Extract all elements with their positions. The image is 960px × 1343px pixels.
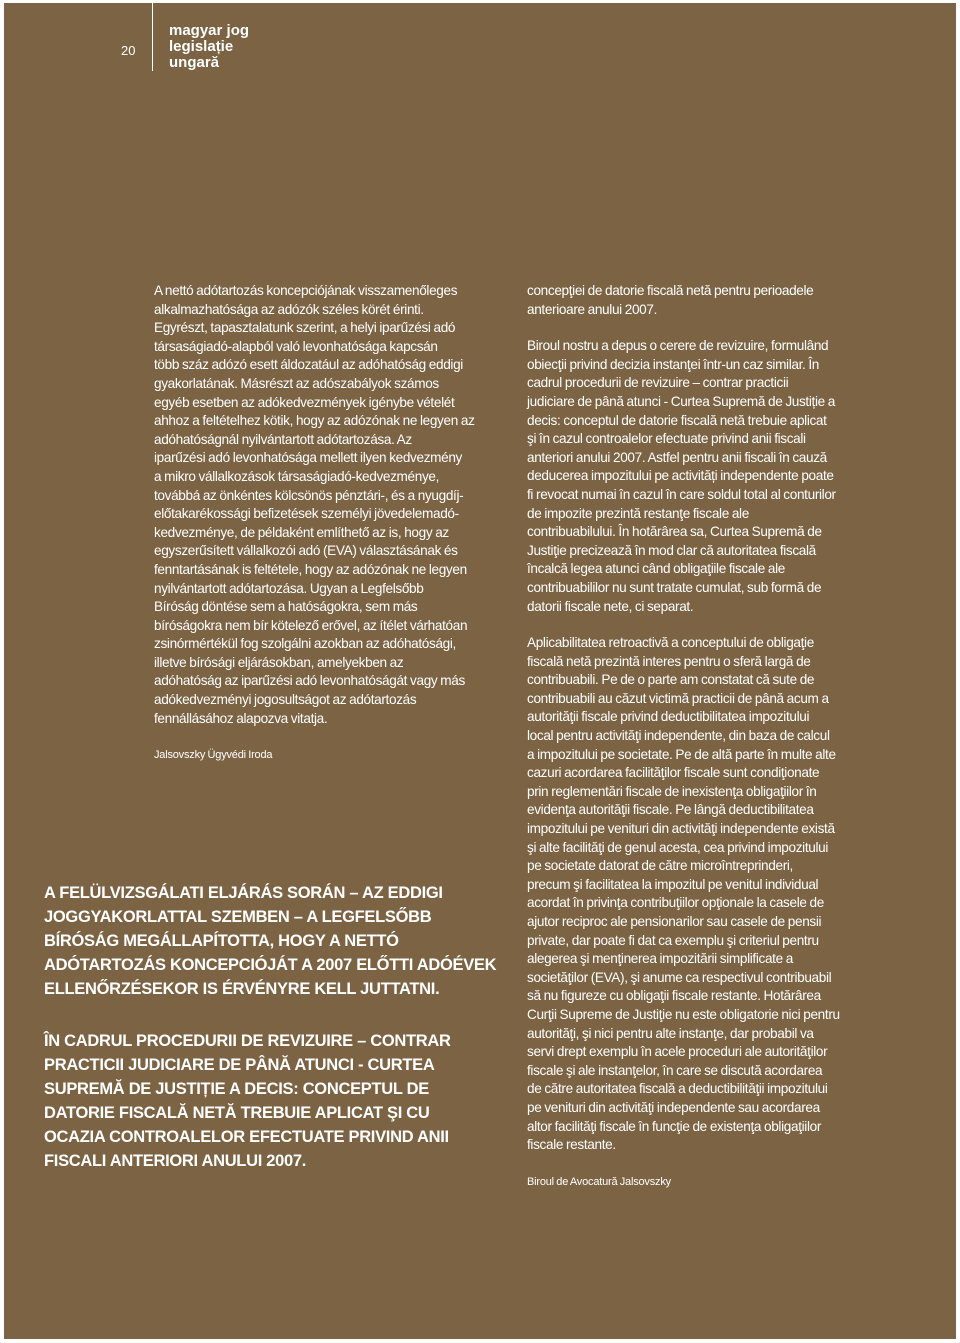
text-line: nyilvántartott adótartozása. Ugyan a Legfelsőbb bbox=[154, 580, 424, 596]
text-line: impozitului pe venituri din activităţi independente există bbox=[527, 821, 835, 837]
text-line: iparűzési adó levonhatósága mellett ilyen kedvezmény bbox=[154, 450, 463, 466]
text-line: altor facilităţi fiscale în funcţie de existenţa obligaţiilor bbox=[527, 1118, 822, 1134]
text-line: egyszerűsített vállalkozói adó (EVA) választásának és bbox=[154, 543, 458, 559]
text-line: Bíróság döntése sem a hatóságokra, sem más bbox=[154, 599, 418, 615]
text-line: şi alte facilităţi de genul acesta, cea privind impozitului bbox=[527, 839, 829, 855]
text-line: adóhatóságnál nyilvántartott adótartozása. Az bbox=[154, 431, 412, 447]
text-line: zsinórmértékül fog szolgálni azokban az adóhatósági, bbox=[154, 636, 456, 652]
text-line: pe venituri din activităţi independente sau acordarea bbox=[527, 1099, 820, 1115]
text-line: ajutor reciproc ale pensionarilor sau casele de pensii bbox=[527, 914, 822, 929]
hungarian-pull-quote bbox=[44, 881, 497, 1001]
text-line: cadrul procedurii de revizuire – contrar practicii bbox=[527, 375, 789, 391]
romanian-article-paragraph bbox=[527, 282, 872, 319]
text-line: autorităţii fiscale privind deductibilitatea impozitului bbox=[527, 709, 810, 725]
text-line: adóhatóság az iparűzési adó levonhatóságát vagy más bbox=[154, 673, 465, 689]
text-line: anteriori anului 2007. Astfel pentru anii fiscali în cauză bbox=[527, 449, 827, 465]
section-title-line: ungară bbox=[169, 54, 220, 71]
text-line: bíróságokra nem bír kötelező erővel, az ítélet várhatóan bbox=[154, 617, 468, 633]
text-line: a impozitului pe societate. Pe de altă parte în multe alte bbox=[527, 746, 836, 762]
text-line: concepţiei de datorie fiscală netă pentru perioadele bbox=[527, 283, 814, 298]
romanian-article-paragraph bbox=[527, 337, 872, 616]
pull-quote-line: PRACTICII JUDICIARE DE PÂNĂ ATUNCI - CURTEA bbox=[44, 1056, 435, 1074]
text-line: Egyrészt, tapasztalatunk szerint, a helyi iparűzési adó bbox=[154, 320, 456, 336]
text-line: előtakarékossági befizetések személyi jövedelemadó- bbox=[154, 506, 459, 522]
pull-quote-line: JOGGYAKORLATTAL SZEMBEN – A LEGFELSŐBB bbox=[44, 908, 432, 926]
text-line: pe societate datorat de către microîntreprinderi, bbox=[527, 858, 793, 874]
text-line: ahhoz a feltételhez kötik, hogy az adózónak ne legyen az bbox=[154, 413, 475, 429]
text-line: societăţilor (EVA), şi anume ca respectivul contribuabil bbox=[527, 969, 832, 985]
section-title-line: legislație bbox=[169, 38, 234, 55]
text-line: încalcă legea atunci când obligaţiile fiscale ale bbox=[527, 561, 785, 577]
page-number: 20 bbox=[121, 43, 136, 58]
text-line: Biroul nostru a depus o cerere de revizuire, formulând bbox=[527, 338, 829, 354]
hungarian-article-paragraph bbox=[154, 282, 494, 728]
pull-quote-line: BÍRÓSÁG MEGÁLLAPÍTOTTA, HOGY A NETTÓ bbox=[44, 932, 399, 950]
romanian-article-column bbox=[527, 282, 872, 1191]
text-line: private, dar poate fi dat ca exemplu şi criteriul pentru bbox=[527, 932, 819, 948]
text-line: obiecţii privind decizia instanţei într-un caz similar. În bbox=[527, 356, 820, 372]
text-line: de impozite prezintă restanţe fiscale ale bbox=[527, 505, 749, 521]
text-line: autorităţi, şi nici pentru alte instanţe, dar probabil va bbox=[527, 1025, 814, 1041]
text-line: decis: conceptul de datorie fiscală netă trebuie aplicat bbox=[527, 412, 827, 428]
text-line: contribuabilului. În hotărârea sa, Curtea Supremă de bbox=[527, 524, 822, 540]
text-line: továbbá az önkéntes kölcsönös pénztári-, és a nyugdíj- bbox=[154, 487, 464, 503]
page bbox=[4, 3, 956, 1339]
text-line: Curţii Supreme de Justiţie nu este obligatorie nici pentru bbox=[527, 1006, 840, 1022]
hungarian-article-column bbox=[154, 282, 494, 765]
section-title bbox=[169, 23, 249, 71]
text-line: fiscale restante. bbox=[527, 1137, 616, 1153]
text-line: deducerea impozitului pe activități independente poate bbox=[527, 468, 834, 484]
text-line: A nettó adótartozás koncepciójának visszamenőleges bbox=[154, 283, 458, 298]
text-line: gyakorlatának. Másrészt az adószabályok számos bbox=[154, 375, 439, 391]
text-line: fenntartásának is feltétele, hogy az adózónak ne legyen bbox=[154, 561, 467, 577]
text-line: servi drept exemplu în acele proceduri ale autorităţilor bbox=[527, 1044, 828, 1060]
text-line: datorii fiscale nete, ci separat. bbox=[527, 598, 694, 614]
text-line: de către autoritatea fiscală a deductibilităţii impozitului bbox=[527, 1081, 828, 1097]
hungarian-signature: Jalsovszky Ügyvédi Iroda bbox=[154, 749, 273, 762]
text-line: judiciare de până atunci - Curtea Supremă de Justiție a bbox=[527, 393, 835, 409]
text-line: fennállásához alapozva vitatja. bbox=[154, 710, 328, 726]
romanian-signature: Biroul de Avocatură Jalsovszky bbox=[527, 1175, 671, 1188]
text-line: több száz adózó esett áldozatául az adóhatóság eddigi bbox=[154, 357, 463, 373]
text-line: fiscale şi ale instanţelor, în care se discută acordarea bbox=[527, 1062, 823, 1078]
text-line: alegerea şi menţinerea impozitării simplificate a bbox=[527, 951, 793, 967]
pull-quote-line: ÎN CADRUL PROCEDURII DE REVIZUIRE – CONTRAR bbox=[44, 1032, 451, 1050]
pull-quote-line: A FELÜLVIZSGÁLATI ELJÁRÁS SORÁN – AZ EDDIGI bbox=[44, 884, 443, 902]
text-line: să nu figureze cu obligaţii fiscale restante. Hotărârea bbox=[527, 988, 821, 1004]
romanian-pull-quote bbox=[44, 1029, 484, 1173]
text-line: cazuri acordarea facilităţilor fiscale sunt condiţionate bbox=[527, 765, 820, 781]
text-line: contribuabili. Pe de o parte am constatat că sute de bbox=[527, 672, 815, 688]
text-line: Justiţie precizează în mod clar că autoritatea fiscală bbox=[527, 542, 816, 558]
text-line: evidenţa autorităţii fiscale. Pe lângă deductibilitatea bbox=[527, 802, 814, 818]
text-line: prin reglementări fiscale de inexistenţa obligaţiilor în bbox=[527, 783, 817, 799]
text-line: acordat în privinţa contribuţiilor opţionale la casele de bbox=[527, 895, 824, 911]
pull-quote-line: ELLENŐRZÉSEKOR IS ÉRVÉNYRE KELL JUTTATNI. bbox=[44, 980, 440, 998]
text-line: precum şi facilitatea la impozitul pe venitul individual bbox=[527, 876, 819, 892]
text-line: társaságiadó-alapból való levonhatósága kapcsán bbox=[154, 338, 438, 354]
text-line: local pentru activităţi independente, din baza de calcul bbox=[527, 728, 830, 744]
text-line: egyéb esetben az adókedvezmények igénybe vételét bbox=[154, 394, 455, 410]
text-line: illetve bírósági eljárásokban, amelyekben az bbox=[154, 654, 404, 670]
text-line: a mikro vállalkozások társaságiadó-kedvezménye, bbox=[154, 468, 440, 484]
text-line: adókedvezményi jogosultságot az adótartozás bbox=[154, 692, 417, 708]
pull-quote-line: SUPREMĂ DE JUSTIȚIE A DECIS: CONCEPTUL DE bbox=[44, 1080, 429, 1098]
section-title-line: magyar jog bbox=[169, 22, 250, 39]
pull-quote-line: OCAZIA CONTROALELOR EFECTUATE PRIVIND ANII bbox=[44, 1128, 449, 1146]
text-line: fiscală netă prezintă interes pentru o sferă largă de bbox=[527, 653, 811, 669]
romanian-article-paragraph bbox=[527, 634, 872, 1155]
text-line: contribuabili au căzut victimă practicii de până acum a bbox=[527, 690, 829, 706]
text-line: kedvezménye, de példaként említhető az is, hogy az bbox=[154, 524, 449, 540]
text-line: fi revocat numai în cazul în care soldul total al conturilor bbox=[527, 486, 836, 502]
text-line: anterioare anului 2007. bbox=[527, 301, 658, 317]
pull-quote-line: DATORIE FISCALĂ NETĂ TREBUIE APLICAT ŞI CU bbox=[44, 1104, 430, 1122]
text-line: Aplicabilitatea retroactivă a conceptului de obligaţie bbox=[527, 635, 814, 651]
text-line: contribuabililor nu sunt tratate cumulat, sub formă de bbox=[527, 579, 822, 595]
text-line: alkalmazhatósága az adózók széles körét érinti. bbox=[154, 301, 424, 317]
header-divider bbox=[152, 3, 153, 71]
pull-quote-line: FISCALI ANTERIORI ANULUI 2007. bbox=[44, 1152, 307, 1170]
pull-quote-line: ADÓTARTOZÁS KONCEPCIÓJÁT A 2007 ELŐTTI ADÓÉVEK bbox=[44, 956, 497, 974]
text-line: şi în cazul controalelor efectuate privind anii fiscali bbox=[527, 431, 806, 447]
